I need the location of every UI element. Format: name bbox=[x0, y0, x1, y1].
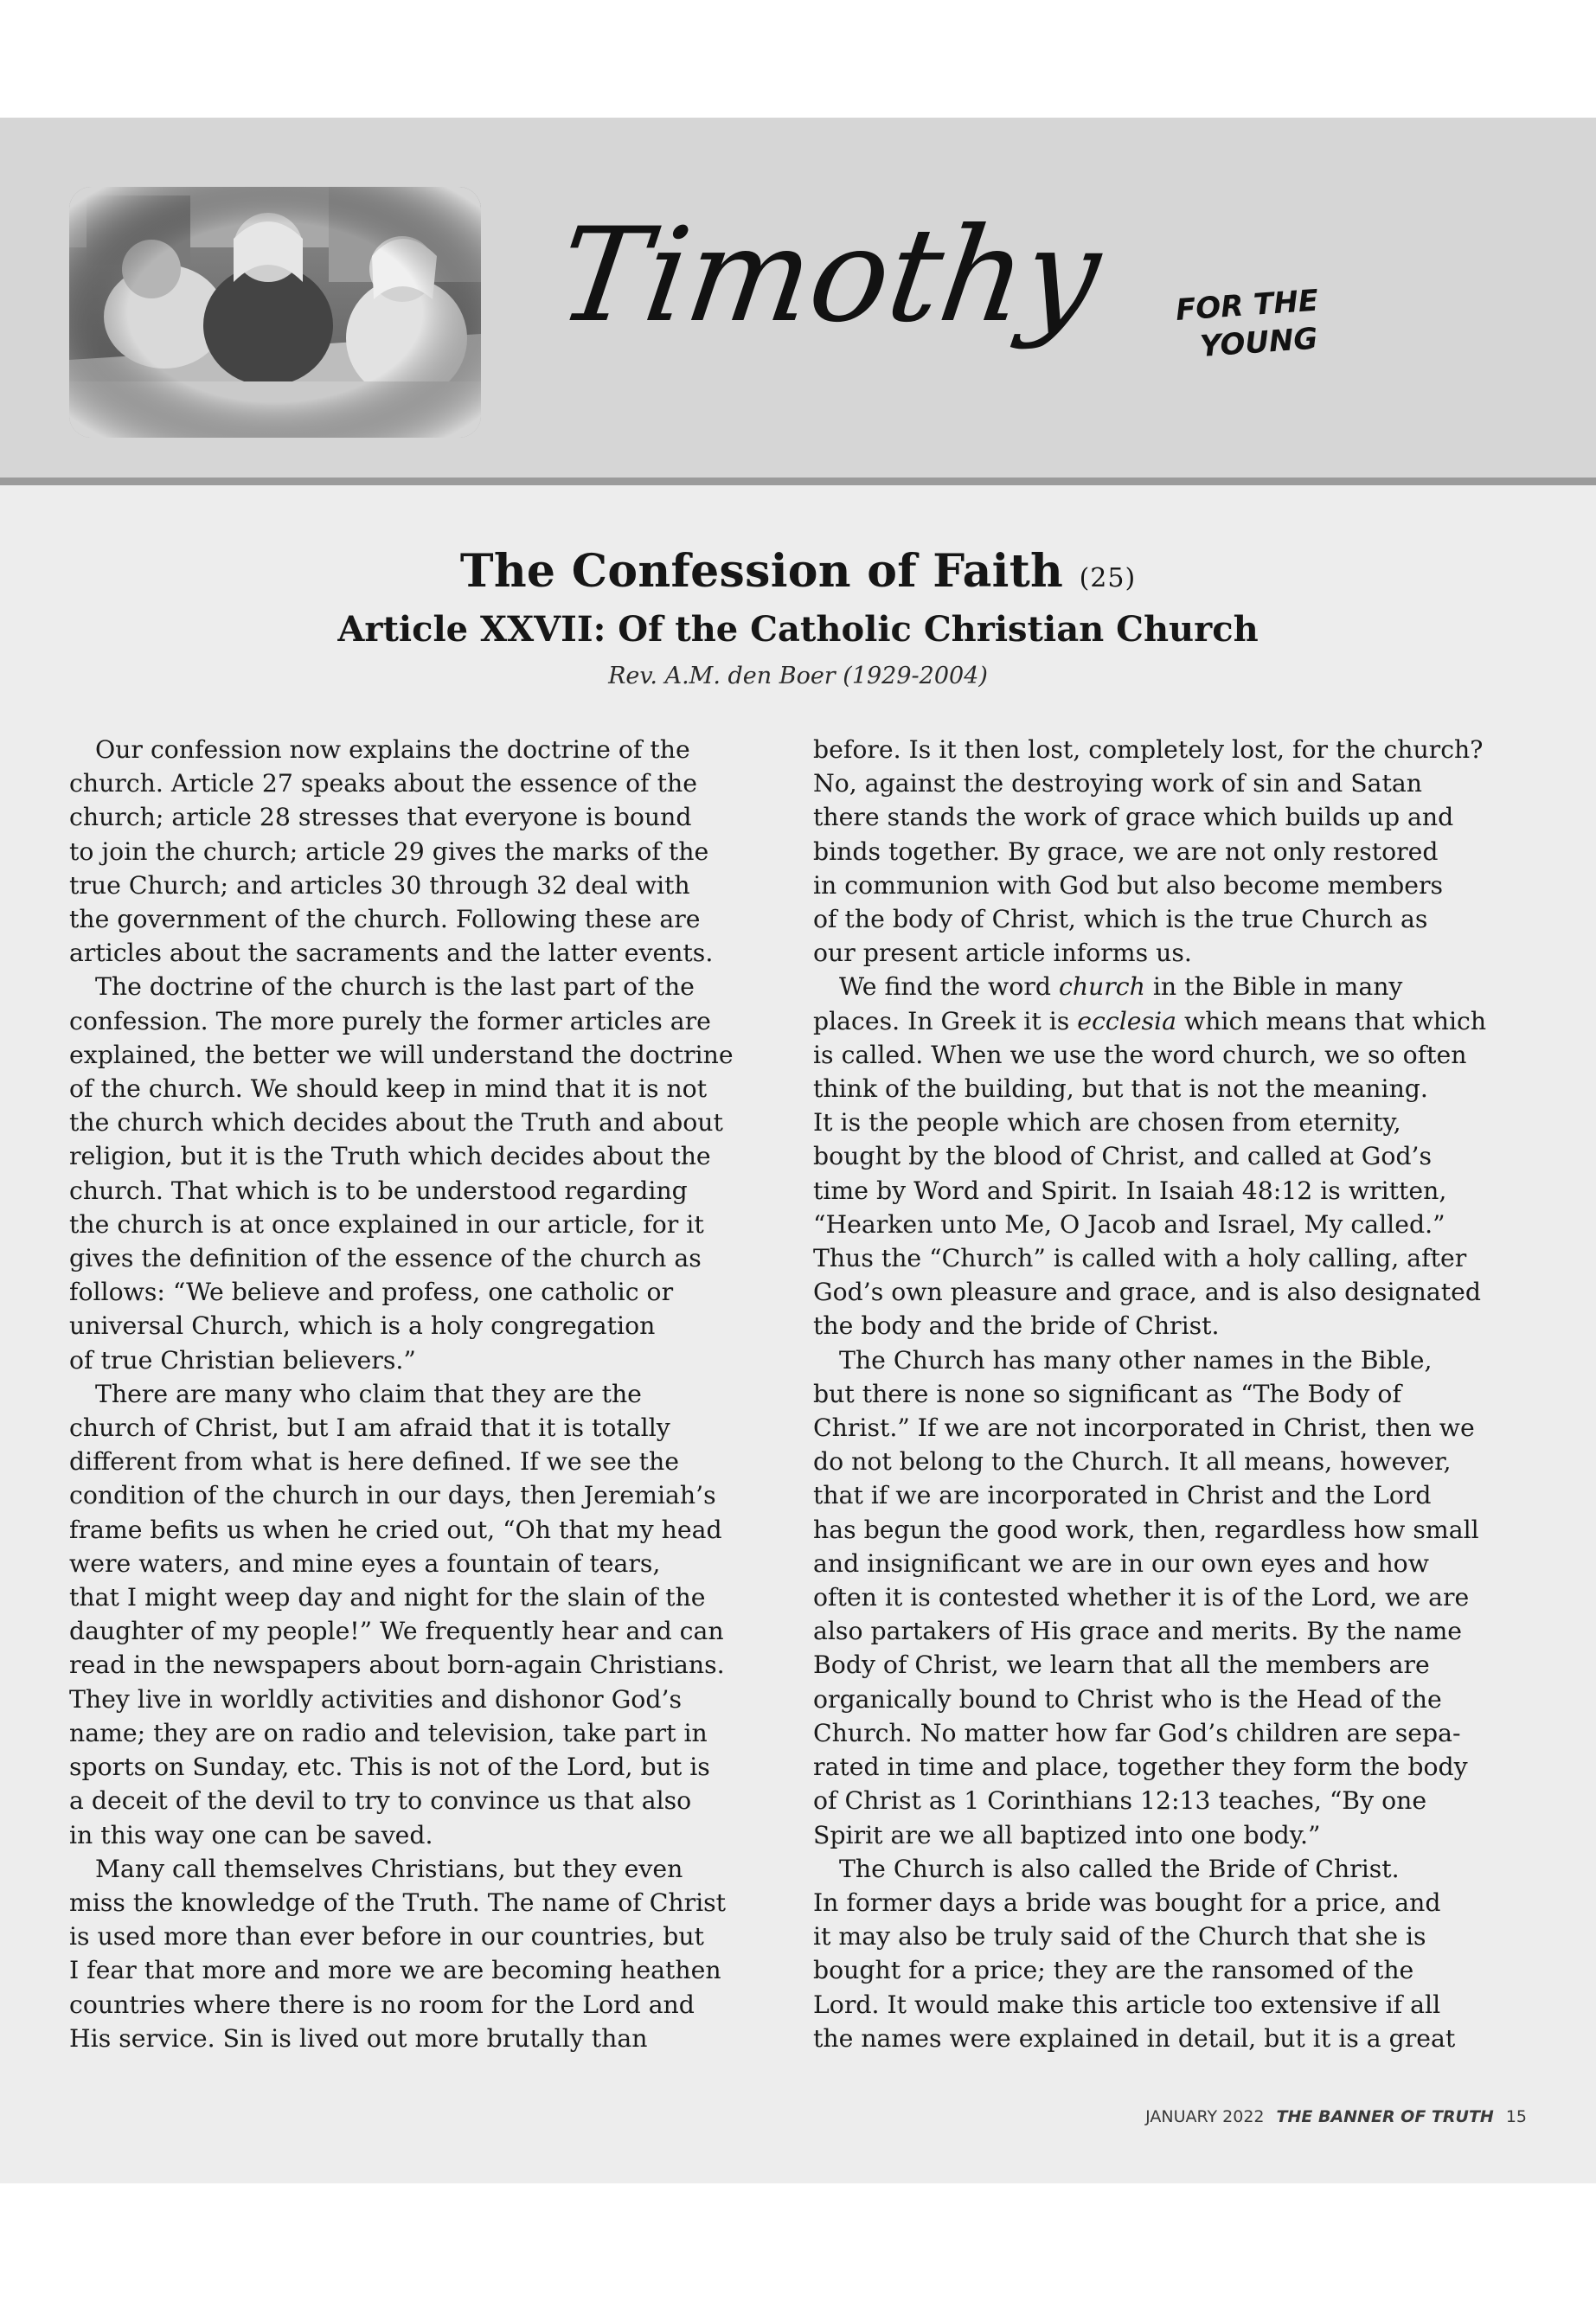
text-line: name; they are on radio and television, take part in bbox=[69, 1718, 708, 1747]
text-line: church. Article 27 speaks about the essence of the bbox=[69, 769, 697, 798]
text-line: but there is none so significant as “The Body of bbox=[813, 1379, 1401, 1408]
text-line: sports on Sunday, etc. This is not of the Lord, but is bbox=[69, 1753, 710, 1782]
masthead-tagline-2: YOUNG bbox=[1198, 321, 1319, 364]
text-line: do not belong to the Church. It all means, however, bbox=[813, 1447, 1452, 1477]
text-line: our present article informs us. bbox=[813, 939, 1192, 968]
text-line: different from what is here defined. If we see the bbox=[69, 1447, 679, 1477]
text-line: Many call themselves Christians, but they even bbox=[95, 1854, 683, 1883]
text-line: “Hearken unto Me, O Jacob and Israel, My called.” bbox=[813, 1209, 1445, 1239]
text-line: church. That which is to be understood regarding bbox=[69, 1176, 688, 1205]
text-line: of the body of Christ, which is the true Church as bbox=[813, 905, 1428, 934]
text-line: articles about the sacraments and the latter events. bbox=[69, 939, 714, 968]
text-line: Body of Christ, we learn that all the members are bbox=[813, 1650, 1430, 1680]
text-line: think of the building, but that is not the meaning. bbox=[813, 1074, 1428, 1104]
text-line: religion, but it is the Truth which decides about the bbox=[69, 1142, 711, 1171]
text-line: were waters, and mine eyes a fountain of tears, bbox=[69, 1548, 661, 1578]
text-line: the church is at once explained in our article, for it bbox=[69, 1209, 704, 1239]
article-byline: Rev. A.M. den Boer (1929-2004) bbox=[608, 663, 988, 689]
text-line: true Church; and articles 30 through 32 deal with bbox=[69, 870, 690, 900]
text-line: Lord. It would make this article too extensive if all bbox=[813, 1990, 1441, 2019]
text-line: is called. When we use the word church, we so often bbox=[813, 1040, 1467, 1069]
text-line: a deceit of the devil to try to convince us that also bbox=[69, 1786, 692, 1816]
text-line: of Christ as 1 Corinthians 12:13 teaches, “By one bbox=[813, 1786, 1427, 1816]
right-text-column bbox=[813, 733, 1533, 2055]
text-line: often it is contested whether it is of the Lord, we are bbox=[813, 1583, 1470, 1612]
text-line: before. Is it then lost, completely lost, for the church? bbox=[813, 735, 1484, 764]
text-line: Spirit are we all baptized into one body.” bbox=[813, 1820, 1321, 1849]
text-line: Church. No matter how far God’s children are sepa- bbox=[813, 1718, 1461, 1747]
masthead-tagline-1: FOR THE bbox=[1174, 283, 1320, 328]
article-heading bbox=[0, 542, 1596, 695]
text-line: gives the definition of the essence of the church as bbox=[69, 1244, 702, 1273]
text-line: time by Word and Spirit. In Isaiah 48:12 is written, bbox=[813, 1176, 1447, 1205]
text-line: rated in time and place, together they form the body bbox=[813, 1753, 1468, 1782]
text-line: It is the people which are chosen from eternity, bbox=[813, 1108, 1401, 1138]
text-line: that I might weep day and night for the slain of the bbox=[69, 1583, 706, 1612]
text-line: condition of the church in our days, then Jeremiah’s bbox=[69, 1481, 716, 1510]
text-line: frame befits us when he cried out, “Oh that my head bbox=[69, 1515, 722, 1544]
left-text-column bbox=[69, 733, 789, 2055]
text-line: confession. The more purely the former articles are bbox=[69, 1006, 711, 1035]
text-line: They live in worldly activities and dishonor God’s bbox=[69, 1684, 682, 1714]
footer-publication: THE BANNER OF TRUTH bbox=[1276, 2107, 1494, 2126]
text-line: there stands the work of grace which builds up and bbox=[813, 803, 1454, 832]
text-line: bought by the blood of Christ, and called at God’s bbox=[813, 1142, 1433, 1171]
text-line: In former days a bride was bought for a price, and bbox=[813, 1888, 1441, 1917]
text-line: the church which decides about the Truth and about bbox=[69, 1108, 723, 1138]
text-line: daughter of my people!” We frequently hear and can bbox=[69, 1617, 724, 1646]
text-line: has begun the good work, then, regardless how small bbox=[813, 1515, 1479, 1544]
article-title-line bbox=[0, 542, 1596, 609]
text-line: also partakers of His grace and merits. By the name bbox=[813, 1617, 1463, 1646]
text-line: follows: “We believe and profess, one catholic or bbox=[69, 1278, 674, 1307]
text-line: it may also be truly said of the Church that she is bbox=[813, 1922, 1426, 1952]
text-line: the government of the church. Following these are bbox=[69, 905, 701, 934]
text-line: I fear that more and more we are becoming heathen bbox=[69, 1956, 721, 1985]
header-divider bbox=[0, 478, 1596, 485]
article-number: (25) bbox=[1079, 563, 1137, 593]
text-line: explained, the better we will understand the doctrine bbox=[69, 1040, 734, 1069]
text-line: of true Christian believers.” bbox=[69, 1345, 416, 1375]
text-line: to join the church; article 29 gives the marks of the bbox=[69, 836, 709, 866]
text-line: church; article 28 stresses that everyone is bound bbox=[69, 803, 692, 832]
children-writing-photo bbox=[69, 187, 481, 438]
text-line: bought for a price; they are the ransomed of the bbox=[813, 1956, 1414, 1985]
text-line: in this way one can be saved. bbox=[69, 1820, 433, 1849]
text-line: church of Christ, but I am afraid that it is totally bbox=[69, 1413, 670, 1443]
text-line: The Church has many other names in the Bible, bbox=[839, 1345, 1433, 1375]
text-line: The Church is also called the Bride of Christ. bbox=[839, 1854, 1400, 1883]
article-title: The Confession of Faith bbox=[459, 545, 1064, 598]
text-line: of the church. We should keep in mind that it is not bbox=[69, 1074, 708, 1104]
text-line: No, against the destroying work of sin and Satan bbox=[813, 769, 1422, 798]
text-line: places. In Greek it is ecclesia which means that which bbox=[813, 1006, 1487, 1035]
text-line: that if we are incorporated in Christ and the Lord bbox=[813, 1481, 1432, 1510]
text-line: We find the word church in the Bible in many bbox=[839, 972, 1403, 1002]
text-line: in communion with God but also become members bbox=[813, 870, 1443, 900]
timothy-masthead bbox=[549, 199, 1349, 441]
text-line: The doctrine of the church is the last part of the bbox=[95, 972, 695, 1002]
masthead-title: Timothy bbox=[549, 199, 1110, 351]
footer-date: JANUARY 2022 bbox=[1145, 2107, 1265, 2126]
text-line: Our confession now explains the doctrine of the bbox=[95, 735, 690, 764]
text-line: and insignificant we are in our own eyes and how bbox=[813, 1548, 1429, 1578]
article-subtitle: Article XXVII: Of the Catholic Christian Church bbox=[337, 609, 1259, 650]
text-line: organically bound to Christ who is the Head of the bbox=[813, 1684, 1442, 1714]
text-line: universal Church, which is a holy congregation bbox=[69, 1311, 656, 1341]
page-footer bbox=[1145, 2107, 1527, 2126]
footer-page-number: 15 bbox=[1505, 2107, 1527, 2126]
text-line: Thus the “Church” is called with a holy calling, after bbox=[813, 1244, 1467, 1273]
text-line: the body and the bride of Christ. bbox=[813, 1311, 1220, 1341]
text-line: There are many who claim that they are the bbox=[95, 1379, 642, 1408]
text-line: God’s own pleasure and grace, and is also designated bbox=[813, 1278, 1481, 1307]
text-line: countries where there is no room for the Lord and bbox=[69, 1990, 695, 2019]
text-line: Christ.” If we are not incorporated in Christ, then we bbox=[813, 1413, 1475, 1443]
text-line: the names were explained in detail, but it is a great bbox=[813, 2023, 1456, 2053]
text-line: is used more than ever before in our countries, but bbox=[69, 1922, 704, 1952]
text-line: miss the knowledge of the Truth. The name of Christ bbox=[69, 1888, 727, 1917]
text-line: read in the newspapers about born-again Christians. bbox=[69, 1650, 725, 1680]
text-line: binds together. By grace, we are not only restored bbox=[813, 836, 1439, 866]
text-line: His service. Sin is lived out more brutally than bbox=[69, 2023, 648, 2053]
